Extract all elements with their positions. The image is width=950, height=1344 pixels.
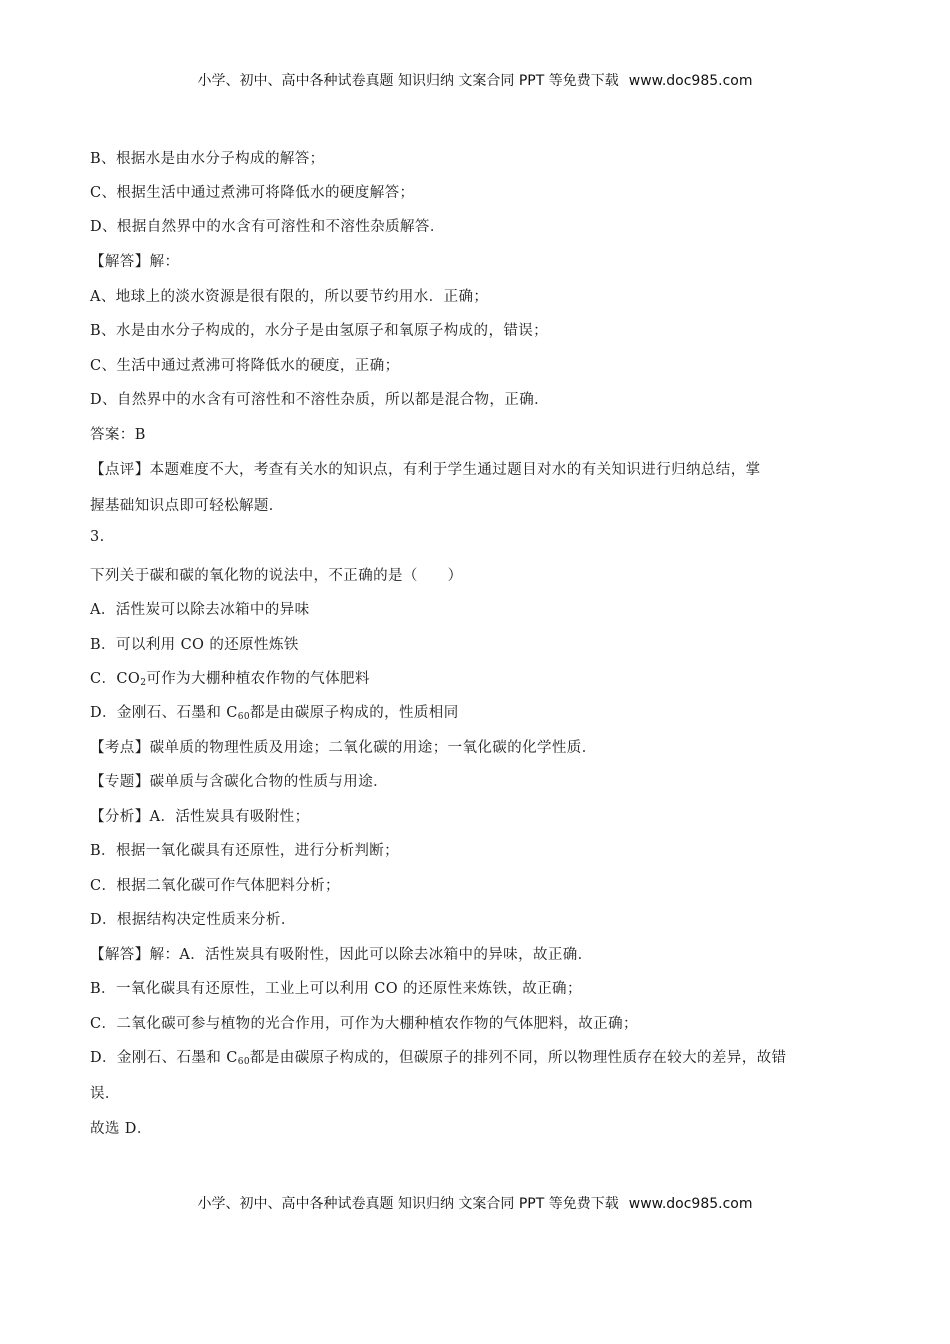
solution-a: A、地球上的淡水资源是很有限的，所以要节约用水．正确； <box>90 289 489 305</box>
answer: 答案：B <box>90 427 146 443</box>
comment-line-1: 【点评】本题难度不大，考查有关水的知识点，有利于学生通过题目对水的有关知识进行归纳总结，掌 <box>90 462 761 478</box>
page-header <box>0 70 950 90</box>
option-b: B．可以利用 CO 的还原性炼铁 <box>90 637 299 653</box>
jieda-d-post: 都是由碳原子构成的，但碳原子的排列不同，所以物理性质存在较大的差异，故错 <box>250 1050 787 1066</box>
solution-c: C、生活中通过煮沸可将降低水的硬度，正确； <box>90 358 400 374</box>
jieda-d <box>90 1046 786 1067</box>
option-c <box>90 667 370 688</box>
jieda-d-pre: D．金刚石、石墨和 C <box>90 1050 238 1066</box>
fenxi-a: 【分析】A．活性炭具有吸附性； <box>90 809 310 825</box>
option-c-pre: C．CO <box>90 671 141 687</box>
analysis-c: C、根据生活中通过煮沸可将降低水的硬度解答； <box>90 185 415 201</box>
fenxi-c: C．根据二氧化碳可作气体肥料分析； <box>90 878 340 894</box>
jieda-a: 【解答】解：A．活性炭具有吸附性，因此可以除去冰箱中的异味，故正确． <box>90 947 593 963</box>
option-d <box>90 701 459 722</box>
question-number: 3. <box>90 529 105 545</box>
kaodian: 【考点】碳单质的物理性质及用途；二氧化碳的用途；一氧化碳的化学性质． <box>90 740 597 756</box>
fenxi-d: D．根据结构决定性质来分析． <box>90 912 296 928</box>
header-text: 小学、初中、高中各种试卷真题 知识归纳 文案合同 PPT 等免费下载 <box>197 73 619 89</box>
final-choice: 故选 D． <box>90 1121 152 1137</box>
option-d-post: 都是由碳原子构成的，性质相同 <box>250 705 459 721</box>
solution-d: D、自然界中的水含有可溶性和不溶性杂质，所以都是混合物，正确． <box>90 392 550 408</box>
fenxi-b: B．根据一氧化碳具有还原性，进行分析判断； <box>90 843 400 859</box>
subscript: 2 <box>140 678 147 688</box>
zhuanti: 【专题】碳单质与含碳化合物的性质与用途． <box>90 774 388 790</box>
jieda-d-continued: 误． <box>90 1086 120 1102</box>
analysis-b: B、根据水是由水分子构成的解答； <box>90 151 325 167</box>
option-c-post: 可作为大棚种植农作物的气体肥料 <box>146 671 370 687</box>
jieda-c: C．二氧化碳可参与植物的光合作用，可作为大棚种植农作物的气体肥料，故正确； <box>90 1016 638 1032</box>
subscript: 60 <box>237 1057 250 1067</box>
comment-line-2: 握基础知识点即可轻松解题． <box>90 498 284 514</box>
header-url[interactable]: www.doc985.com <box>628 73 753 89</box>
jieda-b: B．一氧化碳具有还原性，工业上可以利用 CO 的还原性来炼铁，故正确； <box>90 981 582 997</box>
solution-b: B、水是由水分子构成的，水分子是由氢原子和氧原子构成的，错误； <box>90 323 549 339</box>
footer-text: 小学、初中、高中各种试卷真题 知识归纳 文案合同 PPT 等免费下载 <box>197 1196 619 1212</box>
analysis-d: D、根据自然界中的水含有可溶性和不溶性杂质解答． <box>90 219 445 235</box>
question-stem: 下列关于碳和碳的氧化物的说法中，不正确的是（ ） <box>90 568 463 584</box>
page-footer <box>0 1193 950 1213</box>
solution-label: 【解答】解： <box>90 254 180 270</box>
footer-url[interactable]: www.doc985.com <box>628 1196 753 1212</box>
option-d-pre: D．金刚石、石墨和 C <box>90 705 238 721</box>
subscript: 60 <box>237 712 250 722</box>
option-a: A．活性炭可以除去冰箱中的异味 <box>90 602 310 618</box>
